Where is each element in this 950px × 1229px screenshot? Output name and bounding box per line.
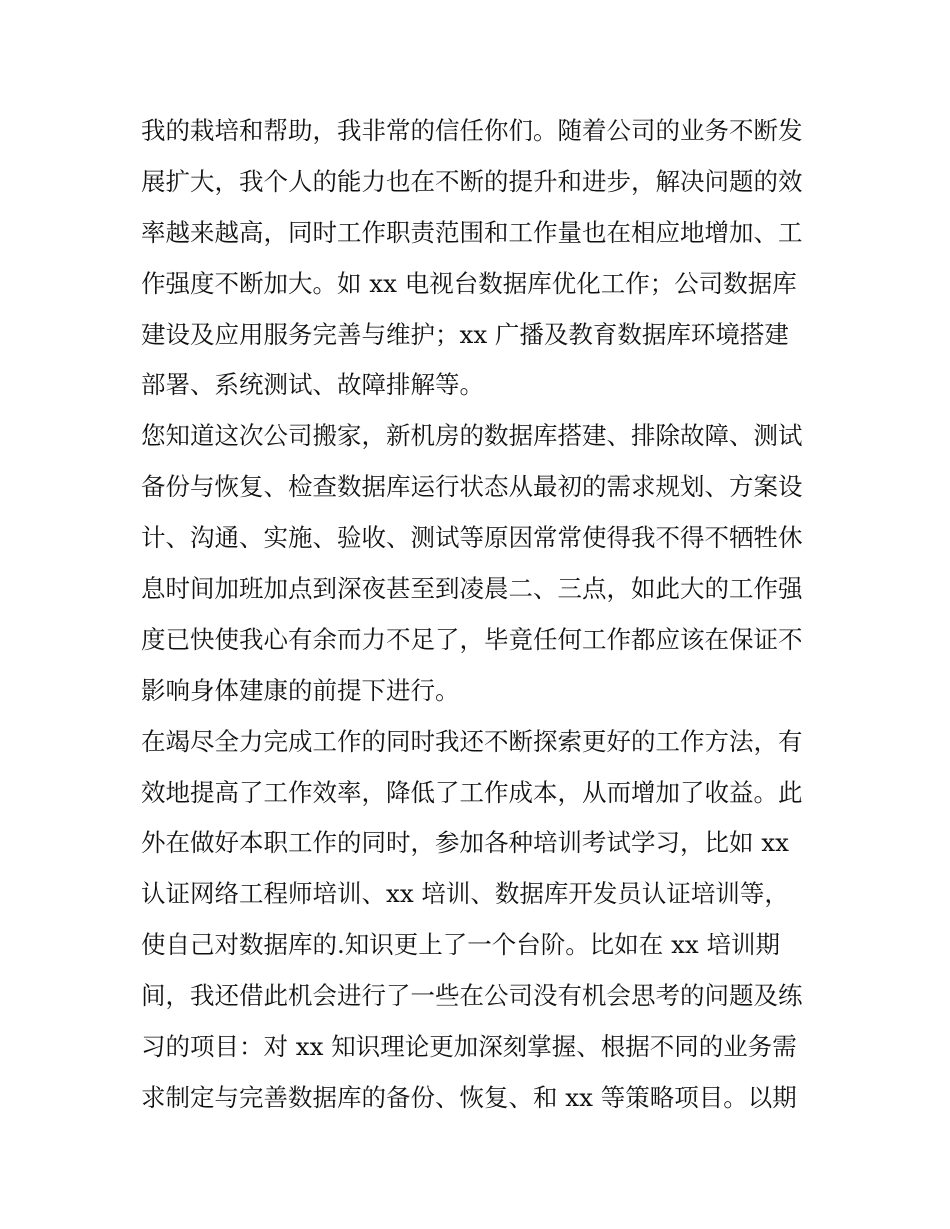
text-line: 外在做好本职工作的同时，参加各种培训考试学习，比如 xx — [141, 828, 789, 858]
text-line: 建设及应用服务完善与维护；xx 广播及教育数据库环境搭建 — [141, 319, 789, 349]
text-line: 展扩大，我个人的能力也在不断的提升和进步，解决问题的效 — [141, 166, 803, 196]
text-line: 息时间加班加点到深夜甚至到凌晨二、三点，如此大的工作强 — [141, 574, 803, 604]
text-line: 效地提高了工作效率，降低了工作成本，从而增加了收益。此 — [141, 777, 803, 807]
text-line: 使自己对数据库的.知识更上了一个台阶。比如在 xx 培训期 — [141, 930, 780, 960]
text-line: 在竭尽全力完成工作的同时我还不断探索更好的工作方法，有 — [141, 726, 803, 756]
text-line: 认证网络工程师培训、xx 培训、数据库开发员认证培训等， — [141, 879, 789, 909]
text-line: 部署、系统测试、故障排解等。 — [141, 370, 484, 400]
text-line: 我的栽培和帮助，我非常的信任你们。随着公司的业务不断发 — [141, 116, 803, 145]
text-line: 率越来越高，同时工作职责范围和工作量也在相应地增加、工 — [141, 217, 803, 247]
text-line: 影响身体建康的前提下进行。 — [141, 675, 460, 705]
document-body — [141, 106, 821, 1124]
text-line: 备份与恢复、检查数据库运行状态从最初的需求规划、方案设 — [141, 472, 803, 502]
text-line: 您知道这次公司搬家，新机房的数据库搭建、排除故障、测试 — [141, 421, 803, 451]
text-line: 作强度不断加大。如 xx 电视台数据库优化工作；公司数据库 — [141, 268, 797, 298]
text-line: 习的项目：对 xx 知识理论更加深刻掌握、根据不同的业务需 — [141, 1032, 797, 1062]
text-line: 计、沟通、实施、验收、测试等原因常常使得我不得不牺牲休 — [141, 523, 803, 553]
text-line: 求制定与完善数据库的备份、恢复、和 xx 等策略项目。以期 — [141, 1082, 797, 1112]
text-line: 度已快使我心有余而力不足了，毕竟任何工作都应该在保证不 — [141, 624, 803, 654]
text-line: 间，我还借此机会进行了一些在公司没有机会思考的问题及练 — [141, 981, 803, 1011]
